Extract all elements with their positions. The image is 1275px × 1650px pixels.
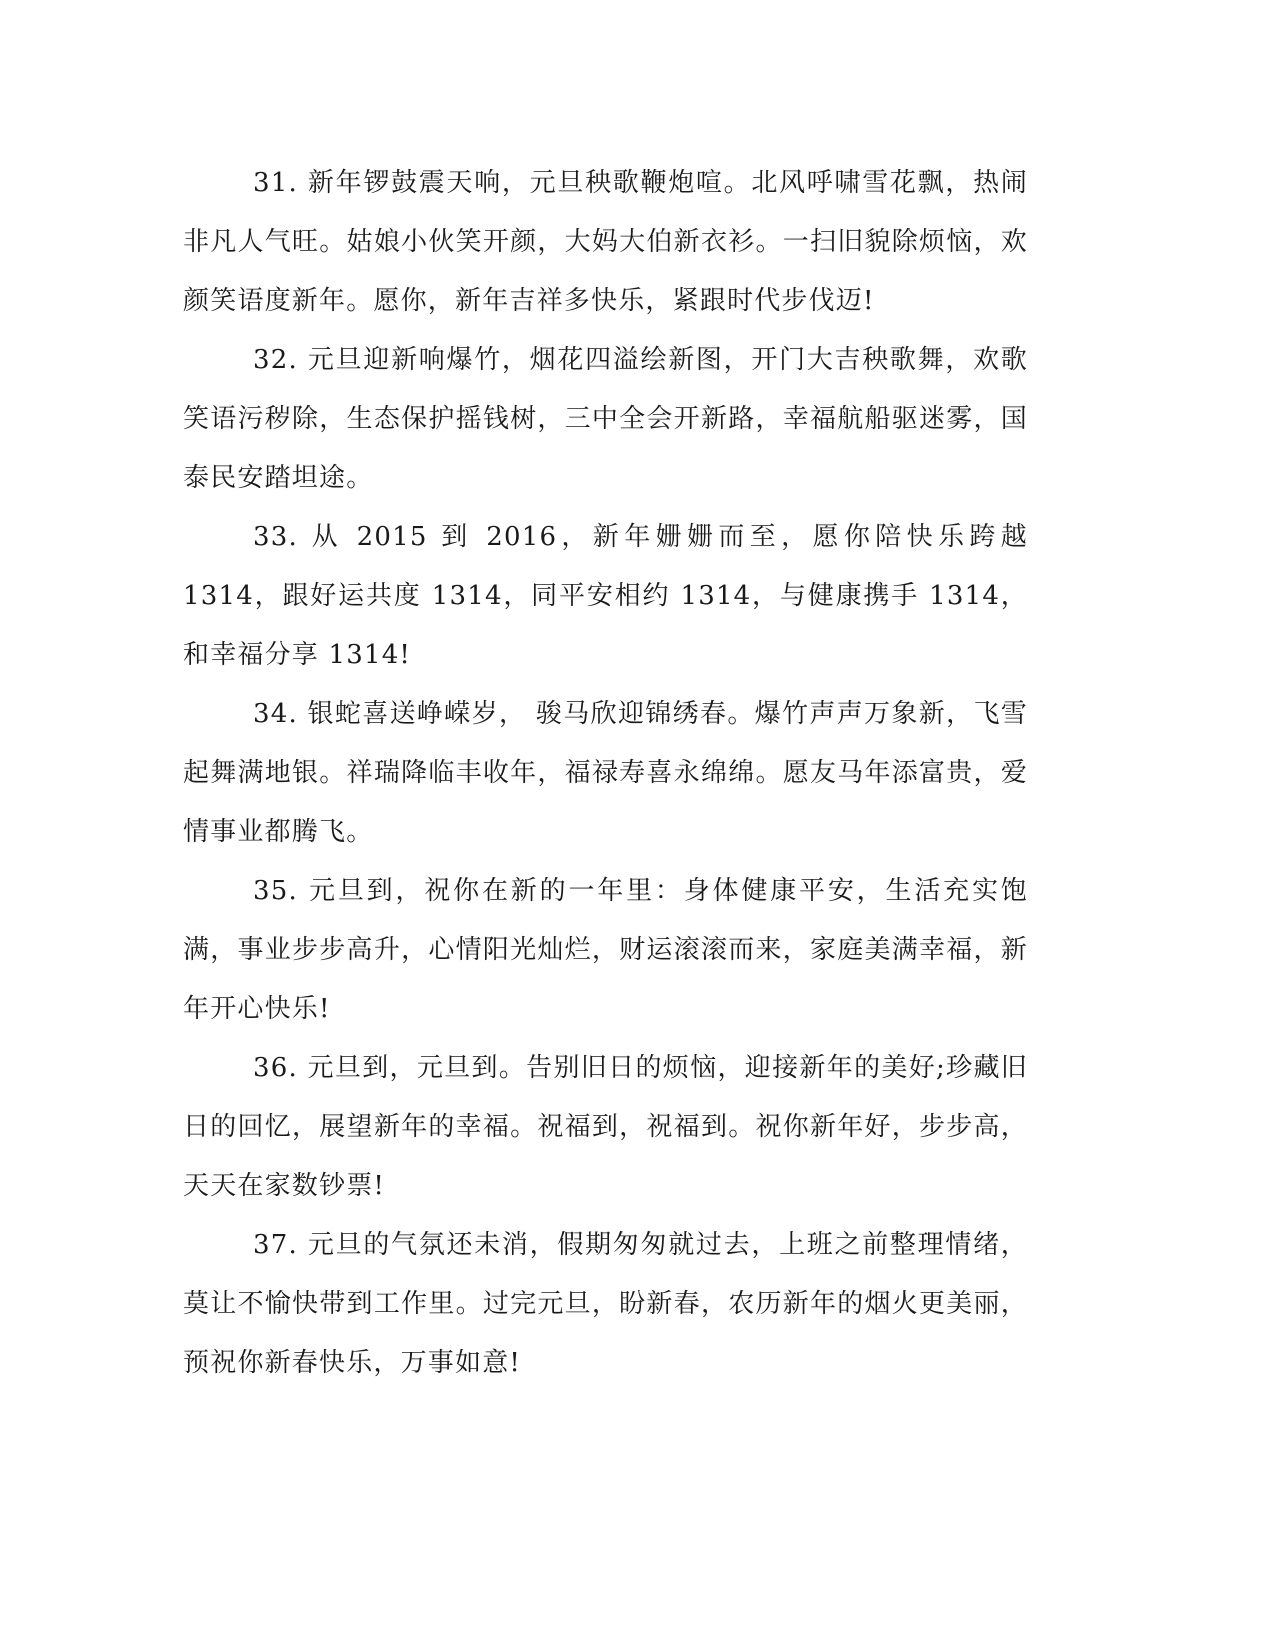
paragraph-33: 33. 从 2015 到 2016，新年姗姗而至，愿你陪快乐跨越 1314，跟好运共度 1314，同平安相约 1314，与健康携手 1314，和幸福分享 1314!	[183, 522, 1028, 670]
paragraph-34: 34. 银蛇喜送峥嵘岁， 骏马欣迎锦绣春。爆竹声声万象新，飞雪起舞满地银。祥瑞降临丰收年，福禄寿喜永绵绵。愿友马年添富贵，爱情事业都腾飞。	[183, 699, 1028, 847]
paragraph-36: 36. 元旦到，元旦到。告别旧日的烦恼，迎接新年的美好;珍藏旧日的回忆，展望新年的幸福。祝福到，祝福到。祝你新年好，步步高，天天在家数钞票!	[183, 1053, 1028, 1201]
paragraph-37: 37. 元旦的气氛还未消，假期匆匆就过去，上班之前整理情绪，莫让不愉快带到工作里。过完元旦，盼新春，农历新年的烟火更美丽，预祝你新春快乐，万事如意!	[183, 1230, 1028, 1378]
paragraph-32: 32. 元旦迎新响爆竹，烟花四溢绘新图，开门大吉秧歌舞，欢歌笑语污秽除，生态保护摇钱树，三中全会开新路，幸福航船驱迷雾，国泰民安踏坦途。	[183, 345, 1028, 493]
paragraph-31: 31. 新年锣鼓震天响，元旦秧歌鞭炮喧。北风呼啸雪花飘，热闹非凡人气旺。姑娘小伙笑开颜，大妈大伯新衣衫。一扫旧貌除烦恼，欢颜笑语度新年。愿你，新年吉祥多快乐，紧跟时代步伐迈!	[183, 168, 1028, 316]
paragraph-35: 35. 元旦到，祝你在新的一年里：身体健康平安，生活充实饱满，事业步步高升，心情阳光灿烂，财运滚滚而来，家庭美满幸福，新年开心快乐!	[183, 876, 1028, 1024]
document-body	[183, 154, 1028, 1393]
